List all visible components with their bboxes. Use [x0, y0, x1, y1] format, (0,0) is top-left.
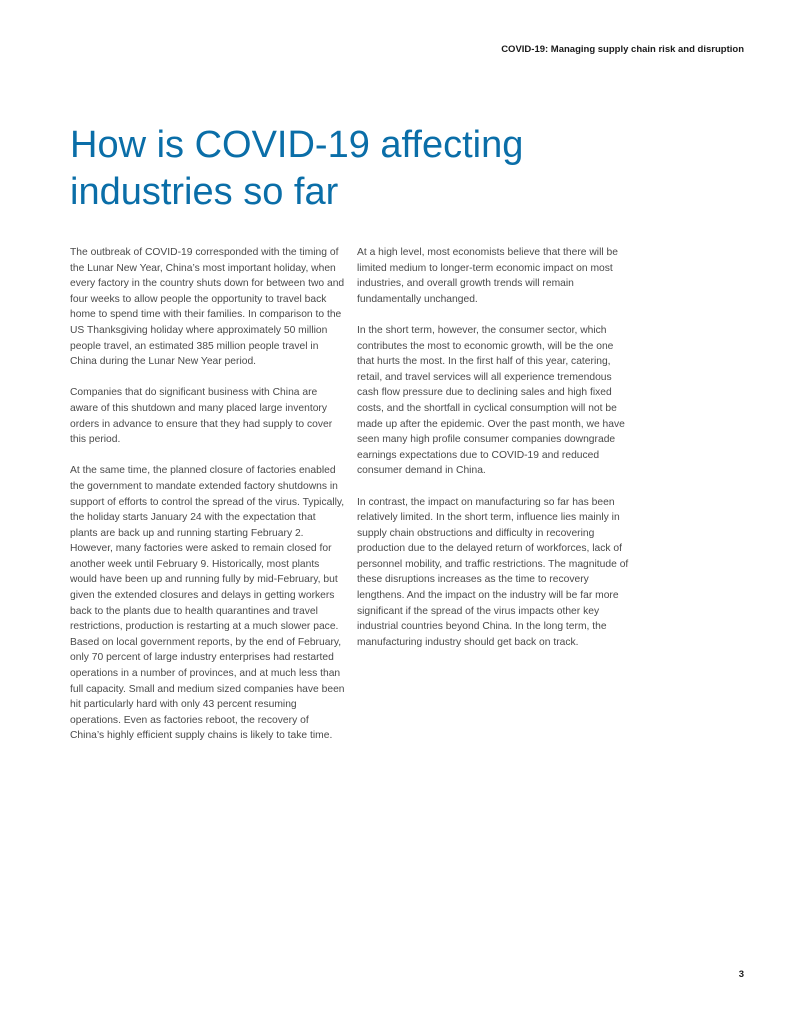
- paragraph-consumer-sector: In the short term, however, the consumer sector, which contributes the most to economic growth, will be the one that hurts the most. In the first half of this year, catering, retail, and travel services will all experience tremendous cash flow pressure due to declining sales and high fixed costs, and the shortfall in cyclical consumption will not be made up after the epidemic. Over the past month, we have seen many high profile consumer companies downgrade earnings expectations due to COVID-19 and reduced consumer demand in China.: [357, 324, 625, 477]
- paragraph-economic-impact: At a high level, most economists believe that there will be limited medium to longer-term economic impact on most industries, and overall growth trends will remain fundamentally unchanged.: [357, 247, 618, 305]
- paragraph-factory-shutdowns: At the same time, the planned closure of factories enabled the government to mandate extended factory shutdowns in support of efforts to control the spread of the virus. Typically, the holiday starts January 24 with the expectation that plants are back up and running starting February 2. However, many factories were asked to remain closed for another week until February 9. Historically, most plants would have been up and running fully by mid-February, but given the extended closures and delays in getting workers back to the plants due to health quarantines and travel restrictions, production is restarting at a much slower pace. Based on local government reports, by the end of February, only 70 percent of large industry enterprises had restarted operations in a number of provinces, and at much less than full capacity. Small and medium sized companies have been hit particularly hard with only 43 percent resuming operations. Even as factories reboot, the recovery of China’s highly efficient supply chains is likely to take time.: [70, 465, 345, 742]
- page-number: 3: [738, 969, 744, 980]
- right-column: [357, 245, 632, 666]
- paragraph-inventory-orders: Companies that do significant business with China are aware of this shutdown and many placed large inventory orders in advance to ensure that they had supply to cover this period.: [70, 387, 333, 446]
- running-header: COVID-19: Managing supply chain risk and disruption: [501, 44, 744, 55]
- left-column: [70, 245, 345, 760]
- paragraph-lunar-new-year: The outbreak of COVID-19 corresponded with the timing of the Lunar New Year, China’s most important holiday, when every factory in the country shuts down for between two and four weeks to allow people the opportunity to travel back home to spend time with their families. In comparison to the US Thanksgiving holiday where approximately 50 million people travel, an estimated 385 million people travel in China during the Lunar New Year period.: [70, 247, 345, 368]
- page-title: How is COVID-19 affecting industries so far: [70, 124, 524, 213]
- paragraph-manufacturing: In contrast, the impact on manufacturing so far has been relatively limited. In the short term, influence lies mainly in supply chain obstructions and difficulty in recovering production due to the delayed return of workforces, lack of personnel mobility, and traffic restrictions. The magnitude of these disruptions increases as the time to recovery lengthens. And the impact on the industry will be far more significant if the spread of the virus impacts other key industrial countries beyond China. In the long term, the manufacturing industry should get back on track.: [357, 496, 629, 648]
